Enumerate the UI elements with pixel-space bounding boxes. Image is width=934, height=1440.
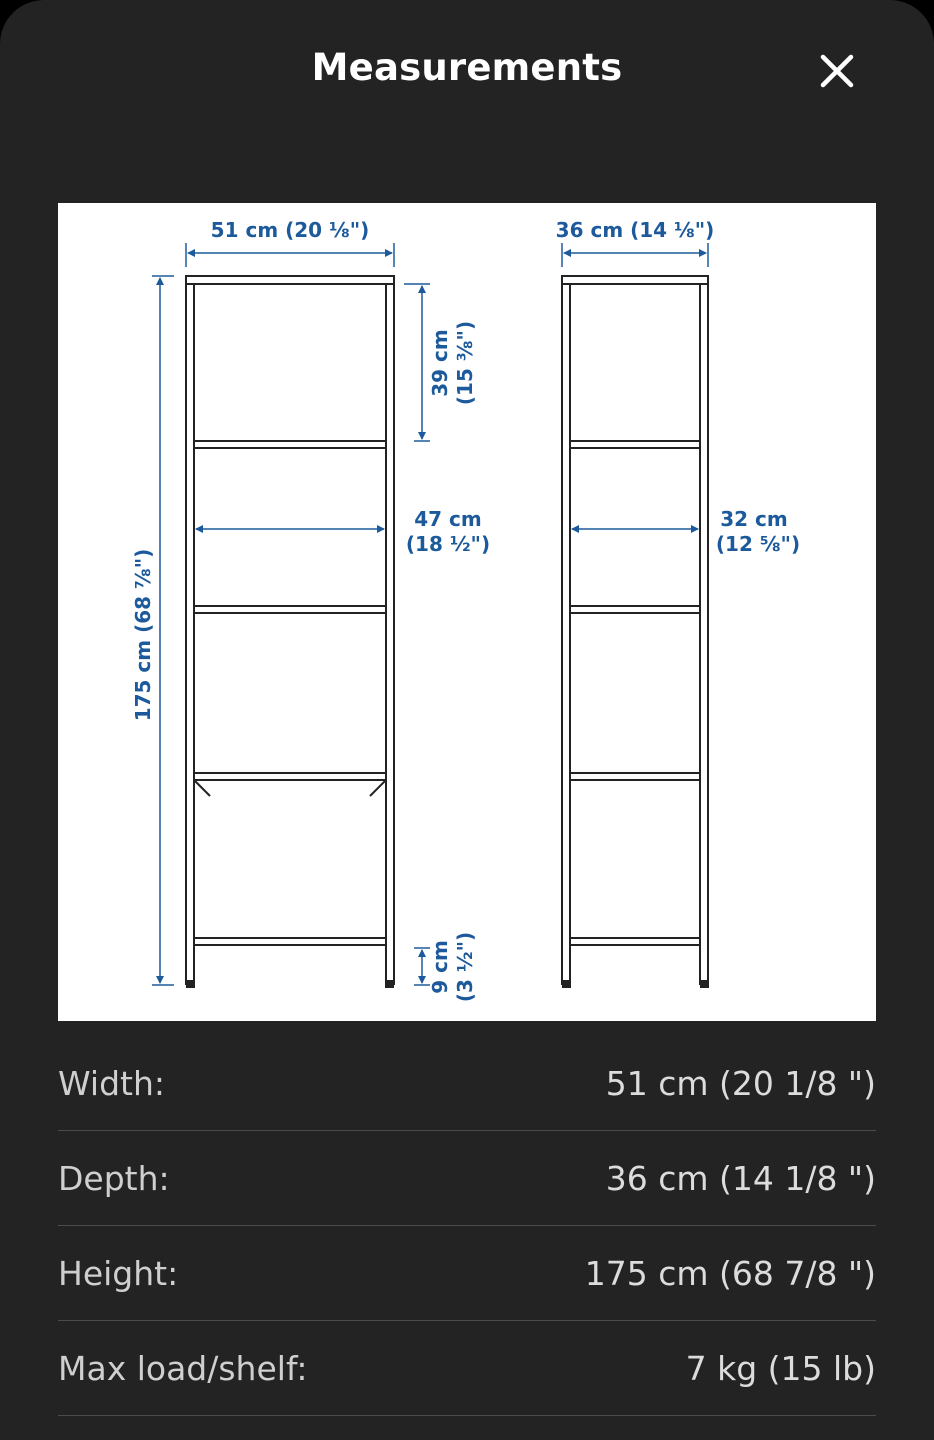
front-width-label: 51 cm (20 ⅛") [210, 218, 370, 242]
side-depth-label: 36 cm (14 ⅛") [555, 218, 715, 242]
spec-value: 51 cm (20 1/8 ") [605, 1063, 876, 1103]
bottom-gap-label-in: (3 ½") [453, 931, 477, 1003]
bottom-gap-label-cm: 9 cm [428, 940, 452, 994]
spec-list [58, 1036, 876, 1416]
spec-label: Width: [58, 1063, 165, 1103]
front-view-shelf [186, 276, 394, 987]
spec-label: Max load/shelf: [58, 1348, 308, 1388]
top-gap-label-cm: 39 cm [428, 329, 452, 397]
spec-value: 7 kg (15 lb) [685, 1348, 876, 1388]
spec-row-max-load [58, 1321, 876, 1416]
inner-depth-label-cm: 32 cm [720, 507, 788, 531]
inner-depth-label-in: (12 ⅝") [715, 532, 801, 556]
top-gap-label-in: (15 ⅜") [453, 320, 477, 406]
spec-value: 36 cm (14 1/8 ") [605, 1158, 876, 1198]
spec-value: 175 cm (68 7/8 ") [584, 1253, 876, 1293]
spec-row-width [58, 1036, 876, 1131]
front-height-label: 175 cm (68 ⅞") [131, 548, 155, 722]
close-icon [820, 54, 854, 88]
inner-width-label-cm: 47 cm [414, 507, 482, 531]
close-button[interactable] [808, 42, 866, 100]
spec-label: Depth: [58, 1158, 170, 1198]
side-view-shelf [562, 276, 708, 987]
spec-row-depth [58, 1131, 876, 1226]
inner-width-label-in: (18 ½") [405, 532, 491, 556]
spec-row-height [58, 1226, 876, 1321]
spec-label: Height: [58, 1253, 179, 1293]
page-title: Measurements [311, 46, 623, 89]
dimension-diagram [58, 203, 876, 1021]
